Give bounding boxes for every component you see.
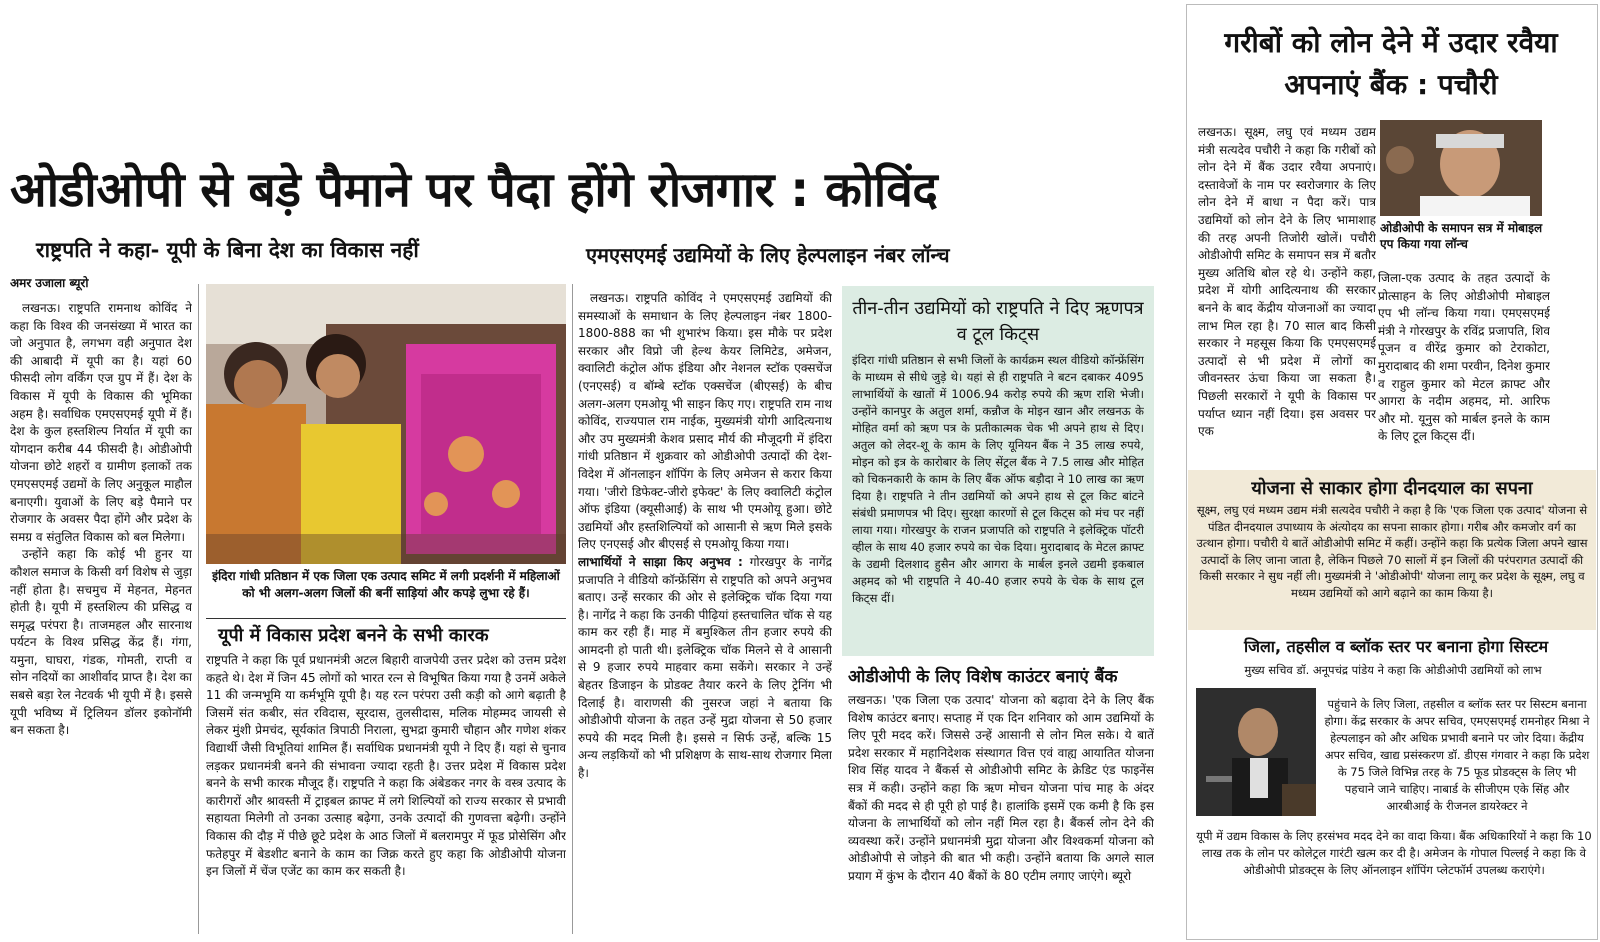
right-column-1: लखनऊ। सूक्ष्म, लघु एवं मध्यम उद्यम मंत्री सत्यदेव पचौरी ने कहा कि गरीबों को लोन देने में बैंक उदार रवैया अपनाएं। दस्तावेजों के नाम पर स्वरोजगार के लिए लोन देने में बाधा न पैदा करें। पात्र उद्यमियों को लोन देने के लिए भामाशाह की तरह अपनी तिजोरी खोलें। पचौरी ओडीओपी समिट के समापन सत्र में बतौर मुख्य अतिथि बोल रहे थे। उन्होंने कहा, प्रदेश में योगी आदित्यनाथ की सरकार बनने के बाद केंद्रीय योजनाओं का ज्यादा लाभ मिल रहा है। 70 साल बाद किसी सरकार ने महसूस किया कि एमएसएमई उत्पादों से भी प्रदेश में लोगों का जीवनस्तर ऊंचा किया जा सकता है। पिछली सरकारों ने यूपी के विकास पर पर्याप्त ध्यान नहीं दिया। इस अवसर पर एक (1198, 125, 1376, 439)
secretary-photo (1196, 688, 1316, 816)
minister-photo-illustration (1380, 120, 1542, 216)
box-text: सूक्ष्म, लघु एवं मध्यम उद्यम मंत्री सत्यदेव पचौरी ने कहा है कि 'एक जिला एक उत्पाद' योजना से पंडित दीनदयाल उपाध्याय के अंत्योदय का सपना साकार होगा। गरीब और कमजोर वर्ग का उत्थान होगा। पचौरी ये बातें ओडीओपी समिट में कहीं। उन्होंने कहा कि प्रत्येक जिला अपने खास उत्पादों के लिए जाना जाता है, लेकिन पिछले 70 सालों में इन जिलों की परंपरागत उत्पादों की किसी सरकार ने सुध नहीं ली। मुख्यमंत्री ने 'ओडीओपी' योजना लागू कर प्रदेश के सूक्ष्म, लघु व मध्यम उद्यमियों को आगे बढ़ाने का काम किया है। (1196, 503, 1588, 600)
section-text: पहुंचाने के लिए जिला, तहसील व ब्लॉक स्तर पर सिस्टम बनाना होगा। केंद्र सरकार के अपर सचिव, एमएसएमई रामनोहर मिश्रा ने हेल्पलाइन को और अधिक प्रभावी बनाने पर जोर दिया। केंद्रीय अपर सचिव, खाद्य प्रसंस्करण डॉ. डीएस गंगवार ने कहा कि प्रदेश के 75 जिले विभिन्न तरह के 75 फूड प्रोडक्ट्स के लिए भी पहचाने जाने चाहिए। नाबार्ड के सीजीएम एके सिंह और आरबीआई के रीजनल डायरेक्टर ने (1324, 697, 1590, 813)
right-column-2: जिला-एक उत्पाद के तहत उत्पादों के प्रोत्साहन के लिए ओडीओपी मोबाइल एप भी लॉन्च किया गया। एमएसएमई मंत्री ने गोरखपुर के रविंद्र प्रजापति, शिव पूजन व वीरेंद्र कुमार को टेराकोटा, मुरादाबाद की शमा परवीन, दिनेश कुमार व राहुल कुमार को मेटल क्राफ्ट और आगरा के नदीम अहमद, मो. आरिफ और मो. यूनुस को मार्बल इनले के काम के लिए टूल किट्स दीं। (1378, 271, 1550, 444)
photo-caption: ओडीओपी के समापन सत्र में मोबाइल एप किया गया लॉन्च (1380, 221, 1543, 251)
section-text: यूपी में उद्यम विकास के लिए हरसंभव मदद देने का वादा किया। बैंक अधिकारियों ने कहा कि 10 लाख तक के लोन पर कोलेट्रल गारंटी खत्म कर दी है। अमेजन के गोपाल पिल्लई ने कहा कि वे ओडीओपी प्रोडक्ट्स के लिए ऑनलाइन शॉपिंग प्लेटफॉर्म उपलब्ध कराएंगे। (1196, 829, 1592, 877)
paragraph: लखनऊ। राष्ट्रपति कोविंद ने एमएसएमई उद्यमियों की समस्याओं के समाधान के लिए हेल्पलाइन नंबर 1800-1800-888 का भी शुभारंभ किया। इस मौके पर प्रदेश सरकार और विप्रो जी हेल्थ केयर लिमिटेड, अमेजन, क्वालिटी कंट्रोल ऑफ इंडिया और नेशनल स्टॉक एक्सचेंज (एनएसई) व बॉम्बे स्टॉक एक्सचेंज (बीएसई) के बीच अलग-अलग एमओयू भी साइन किए गए। राष्ट्रपति राम नाथ कोविंद, राज्यपाल राम नाईक, मुख्यमंत्री योगी आदित्यनाथ और उप मुख्यमंत्री केशव प्रसाद मौर्य की मौजूदगी में इंदिरा गांधी प्रतिष्ठान में शुक्रवार को ओडीओपी उत्पादों की देश-विदेश में ऑनलाइन शॉपिंग के लिए अमेजन से करार किया गया। 'जीरो डिफेक्ट-जीरो इफेक्ट' के लिए क्वालिटी कंट्रोल ऑफ इंडिया (क्यूसीआई) के साथ भी एमओयू हुआ। छोटे उद्यमियों और हस्तशिल्पियों को आसानी से ऋण मिले इसके लिए एनएसई और बीएसई से एमओयू किया गया। (578, 291, 832, 552)
exhibition-photo-illustration (206, 284, 566, 564)
section-text: राष्ट्रपति ने कहा कि पूर्व प्रधानमंत्री अटल बिहारी वाजपेयी उत्तर प्रदेश को उत्तम प्रदेश कहते थे। देश में जिन 45 लोगों को भारत रत्न से विभूषित किया गया है उनमें अकेले 11 की जन्मभूमि या कर्मभूमि यूपी है। यह रत्न परंपरा उसी कड़ी को आगे बढ़ाती है जिसमें संत कबीर, संत रविदास, सूरदास, तुलसीदास, मलिक मोहम्मद जायसी से लेकर मुंशी प्रेमचंद, सूर्यकांत त्रिपाठी निराला, सुभद्रा कुमारी चौहान और गणेश शंकर विद्यार्थी जैसी विभूतियां शामिल हैं। सर्वाधिक प्रधानमंत्री यूपी ने दिए हैं। यहां से चुनाव लड़कर प्रधानमंत्री बनने की संभावना ज्यादा रहती है। उत्तर प्रदेश में विकास प्रदेश बनने के सभी कारक मौजूद हैं। राष्ट्रपति ने कहा कि अंबेडकर नगर के वस्त्र उत्पाद के कारीगरों और श्रावस्ती में ट्राइबल क्राफ्ट में लगे शिल्पियों को राज्य सरकार से प्रभावी सहायता मिलेगी तो उनका उत्साह बढ़ेगा, उनके उत्पादों की गुणवत्ता बढ़ेगी। उन्होंने विकास की दौड़ में पीछे छूटे प्रदेश के आठ जिलों में बलरामपुर में फूड प्रोसेसिंग और फतेहपुर में बेडशीट बनाने के काम का जिक्र करते हुए कहा कि ओडीओपी योजना इन जिलों में चेंज एजेंट का काम कर सकती है। (206, 653, 566, 879)
paragraph: लखनऊ। राष्ट्रपति रामनाथ कोविंद ने कहा कि विश्व की जनसंख्या में भारत का जो अनुपात है, लगभग वही अनुपात देश की आबादी में यूपी का है। यहां 60 फीसदी लोग वर्किंग एज ग्रुप में हैं। देश के विकास में यूपी के विकास की भूमिका अहम है। सर्वाधिक एमएसएमई यूपी में हैं। देश के कुल हस्तशिल्प निर्यात में यूपी का योगदान करीब 44 फीसदी है। ओडीओपी योजना छोटे शहरों व ग्रामीण इलाकों तक एमएसएमई उद्यमों के लिए अनुकूल माहौल बनाएगी। युवाओं के लिए बड़े पैमाने पर रोजगार के अवसर पैदा होंगे और प्रदेश के समग्र व संतुलित विकास को बल मिलेगा। (10, 301, 192, 544)
sub-headline-right: एमएसएमई उद्यमियों के लिए हेल्पलाइन नंबर लॉन्च (586, 243, 950, 267)
column-divider (198, 284, 199, 934)
paragraph: उन्होंने कहा कि कोई भी हुनर या कौशल समाज के किसी वर्ग विशेष से जुड़ा नहीं होता है। सचमुच में मेहनत, मेहनत होती है। यूपी में हस्तशिल्प की प्रसिद्ध व समृद्ध परंपरा है। ताजमहल और सारनाथ पर्यटन के विश्व प्रसिद्ध केंद्र हैं। गंगा, यमुना, घाघरा, गंडक, गोमती, राप्ती व सोन नदियों का आशीर्वाद प्राप्त है। देश का सबसे बड़ा रेल नेटवर्क भी यूपी में है। इससे यूपी भविष्य में ट्रिलियन डॉलर इकोनॉमी बन सकता है। (10, 547, 192, 738)
column-divider (572, 284, 573, 934)
article-column-1 (10, 300, 192, 940)
box-text: इंदिरा गांधी प्रतिष्ठान से सभी जिलों के कार्यक्रम स्थल वीडियो कॉन्फ्रेंसिंग के माध्यम से सीधे जुड़े थे। यहां से ही राष्ट्रपति ने बटन दबाकर 4095 लाभार्थियों के खातों में 1006.94 करोड़ रुपये की ऋण राशि भेजी। उन्होंने कानपुर के अतुल शर्मा, कन्नौज के मोइन खान और लखनऊ के मोहित वर्मा को ऋण पत्र के प्रतीकात्मक चेक भी अपने हाथ से दिए। अतुल को लेदर-शू के काम के लिए यूनियन बैंक ने 35 लाख रुपये, मोइन को इत्र के कारोबार के लिए सेंट्रल बैंक ने 7.5 लाख और मोहित को चिकनकारी के काम के लिए बैंक ऑफ बड़ौदा ने 10 लाख का ऋण दिया है। राष्ट्रपति ने तीन उद्यमियों को अपने हाथ से टूल किट बांटने संबंधी प्रमाणपत्र भी दिए। सुरक्षा कारणों से टूल किट्स को मंच पर नहीं लाया गया। गोरखपुर के राजन प्रजापति को राष्ट्रपति ने इलेक्ट्रिक पॉटरी व्हील के साथ 40 हजार रुपये का चेक दिया। मुरादाबाद के मेटल क्राफ्ट के उद्यमी दिलशाद हुसैन और आगरा के मार्बल इनले उद्यमी इकबाल अहमद को भी राष्ट्रपति ने 40-40 हजार रुपये के चेक के साथ टूल किट्स दीं। (852, 353, 1144, 605)
article-column-3 (578, 290, 832, 940)
box-title: योजना से साकार होगा दीनदयाल का सपना (1251, 478, 1533, 499)
paragraph-lead: लाभार्थियों ने साझा किए अनुभव : (578, 554, 743, 569)
paragraph: गोरखपुर के नागेंद्र प्रजापति ने वीडियो कॉन्फ्रेंसिंग से राष्ट्रपति को अपने अनुभव बताए। उन्हें सरकार की ओर से इलेक्ट्रिक चॉक दिया गया है। नागेंद्र ने कहा कि उनकी पीढ़ियां हस्तचालित चॉक से यह काम कर रही हैं। माह में बमुश्किल तीन हजार रुपये की आमदनी हो पाती थी। इलेक्ट्रिक चॉक मिलने से वे आसानी से 9 हजार रुपये माहवार कमा सकेंगे। सरकार ने उन्हें बेहतर डिजाइन के प्रोडक्ट तैयार करने के लिए ट्रेनिंग भी दिलाई है। वाराणसी की नुसरज जहां ने बताया कि ओडीओपी योजना के तहत उन्हें मुद्रा योजना से 50 हजार रुपये की मदद मिली है। इससे न सिर्फ उन्हें, बल्कि 15 अन्य लड़कियों को भी प्रशिक्षण के साथ-साथ रोजगार मिला है। (578, 554, 832, 781)
section-text-lead: मुख्य सचिव डॉ. अनूपचंद्र पांडेय ने कहा कि ओडीओपी उद्यमियों को लाभ (1244, 663, 1542, 677)
section-title: यूपी में विकास प्रदेश बनने के सभी कारक (218, 625, 489, 646)
exhibition-photo (206, 284, 566, 564)
minister-photo (1380, 120, 1542, 216)
section-title: जिला, तहसील व ब्लॉक स्तर पर बनाना होगा सिस्टम (1243, 637, 1549, 656)
secretary-photo-illustration (1196, 688, 1316, 816)
section-text: लखनऊ। 'एक जिला एक उत्पाद' योजना को बढ़ावा देने के लिए बैंक विशेष काउंटर बनाए। सप्ताह में एक दिन शनिवार को आम उद्यमियों के लिए पूरी मदद करें। जिससे उन्हें आसानी से लोन मिल सके। ये बातें प्रदेश सरकार में महानिदेशक संस्थागत वित्त एवं वाह्य आयातित योजना शिव सिंह यादव ने बैंकर्स से ओडीओपी समिट के क्रेडिट एंड फाइनेंस सत्र में कही। उन्होंने कहा कि ऋण मोचन योजना पांच माह के अंदर बैंकों की मदद से ही पूरी हो पाई है। हालांकि इसमें एक कमी है कि इस योजना के लाभार्थियों को लोन नहीं मिल रहा है। बैंकर्स लोन देने की व्यवस्था करें। उन्होंने प्रधानमंत्री मुद्रा योजना और विश्वकर्मा योजना को ओडीओपी से जोड़ने की बात भी कही। उन्होंने बताया कि अगले साल प्रयाग में कुंभ के दौरान 40 बैंकों के 80 एटीम लगाए जाएंगे। ब्यूरो (848, 693, 1154, 883)
main-headline: ओडीओपी से बड़े पैमाने पर पैदा होंगे रोजगार : कोविंद (10, 162, 938, 218)
right-headline: गरीबों को लोन देने में उदार रवैया अपनाएं बैंक : पचौरी (1224, 26, 1558, 101)
photo-caption: इंदिरा गांधी प्रतिष्ठान में एक जिला एक उत्पाद समिट में लगी प्रदर्शनी में महिलाओं को भी अलग-अलग जिलों की बनीं साड़ियां और कपड़े लुभा रहे हैं। (212, 569, 560, 600)
section-title: ओडीओपी के लिए विशेष काउंटर बनाएं बैंक (848, 667, 1118, 687)
sub-headline-left: राष्ट्रपति ने कहा- यूपी के बिना देश का विकास नहीं (36, 238, 419, 262)
section-rule (206, 618, 566, 619)
box-title: तीन-तीन उद्यमियों को राष्ट्रपति ने दिए ऋणपत्र व टूल किट्स (852, 298, 1144, 345)
byline: अमर उजाला ब्यूरो (10, 276, 89, 290)
